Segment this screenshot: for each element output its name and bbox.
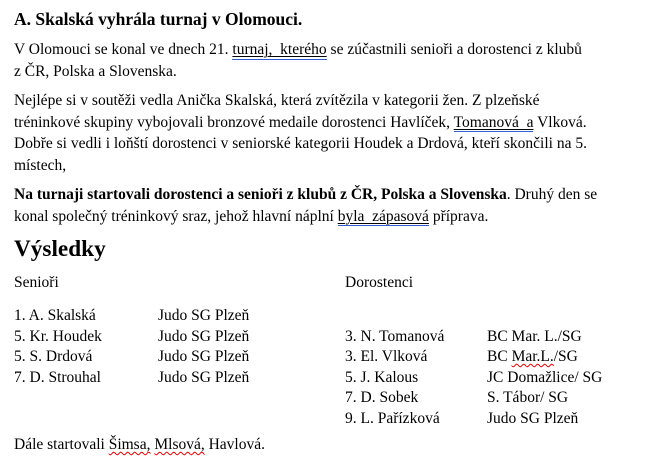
result-cell [345,368,487,389]
text-segment: Dobře si vedli i loňští dorostenci v seniorské kategorii Houdek a Drdová, kteří skončili na 5. [14,135,587,152]
text-segment: BC [487,348,512,365]
results-heading: Výsledky [14,236,106,262]
result-cell [487,347,638,368]
text-line [14,112,638,134]
text-segment: 7. D. Strouhal [14,368,101,386]
text-segment: Mar.L. [511,348,554,365]
text-segment: Judo SG Plzeň [158,368,250,386]
text-segment: Mlsová, [154,436,205,453]
text-segment: byla zápasová [337,207,429,225]
paragraph-performance [14,90,638,176]
result-cell [345,347,487,368]
text-segment: . Druhý den se [506,186,598,203]
text-line [14,133,638,155]
paragraph-intro [14,39,638,82]
spacer-cell [487,272,638,294]
text-segment: 9. L. Pařízková [345,409,440,427]
result-cell [487,368,638,389]
text-segment: 7. D. Sobek [345,389,419,406]
text-segment: 1. A. Skalská [14,307,96,324]
text-segment: V Olomouci se konal ve dnech 21. [14,41,233,58]
text-line [14,155,638,177]
text-segment: Na turnaji startovali dorostenci a senioři z klubů z ČR, Polska a Slovenska [14,186,507,203]
text-segment: Havlová. [204,436,265,453]
table-row [14,409,638,430]
text-segment: 5. Kr. Houdek [14,327,102,345]
text-segment: 3. El. Vlková [345,348,428,365]
text-segment: se zúčastnili senioři a dorostenci z klubů [326,41,582,58]
text-line [14,184,638,206]
text-segment: S. Tábor/ SG [487,389,569,406]
result-cell [14,388,158,409]
column-header-seniors: Senioři [14,273,59,291]
results-column-headers [14,272,638,294]
result-cell [14,368,158,389]
text-segment: Tomanová a [453,113,534,131]
document-title: A. Skalská vyhrála turnaj v Olomouci. [14,9,303,29]
text-segment: příprava. [428,207,489,225]
result-cell [345,409,487,430]
text-segment: Vlková. [533,113,587,131]
result-cell [14,306,158,327]
paragraph-tournament-info [14,184,638,227]
result-cell [345,388,487,409]
text-segment: JC Domažlice/ SG [487,368,603,386]
result-cell [487,388,638,409]
result-cell [158,368,345,389]
table-row [14,388,638,409]
results-table [14,306,638,429]
text-segment: Judo SG Plzeň [158,348,250,365]
text-segment: 3. N. Tomanová [345,327,445,345]
text-segment: 5. S. Drdová [14,348,93,365]
text-segment: Dále startovali [14,436,109,453]
result-cell [487,306,638,327]
text-line [14,206,638,228]
table-row [14,327,638,348]
table-row [14,306,638,327]
spacer-cell [158,272,345,294]
text-segment: Judo SG Plzeň [158,327,250,345]
result-cell [14,327,158,348]
text-segment: tréninkové skupiny vybojovali bronzové medaile dorostenci Havlíček, [14,113,454,131]
text-segment: Judo SG Plzeň [158,307,250,324]
result-cell [158,327,345,348]
text-segment: Šimsa, [108,436,151,453]
also-started-line [14,434,638,456]
text-segment: místech, [14,156,67,174]
text-segment: konal společný tréninkový sraz, jehož hlavní náplní [14,207,338,225]
text-line [14,90,638,112]
text-segment: z ČR, Polska a Slovenska. [14,62,177,80]
result-cell [487,327,638,348]
text-line [14,39,638,61]
result-cell [345,306,487,327]
result-cell [14,347,158,368]
result-cell [158,409,345,430]
text-line [14,61,638,83]
text-segment: Nejlépe si v soutěži vedla Anička Skalská, která zvítězila v kategorii žen. Z plzeňské [14,92,540,109]
result-cell [345,327,487,348]
text-segment: /SG [553,348,578,365]
result-cell [158,388,345,409]
text-segment: BC Mar. L./SG [487,327,582,345]
table-row [14,368,638,389]
result-cell [158,347,345,368]
result-cell [487,409,638,430]
table-row [14,347,638,368]
result-cell [158,306,345,327]
text-segment: turnaj, kterého [232,41,327,58]
text-segment: Judo SG Plzeň [487,409,579,427]
text-segment: 5. J. Kalous [345,368,419,386]
result-cell [14,409,158,430]
column-header-juniors: Dorostenci [345,273,414,291]
